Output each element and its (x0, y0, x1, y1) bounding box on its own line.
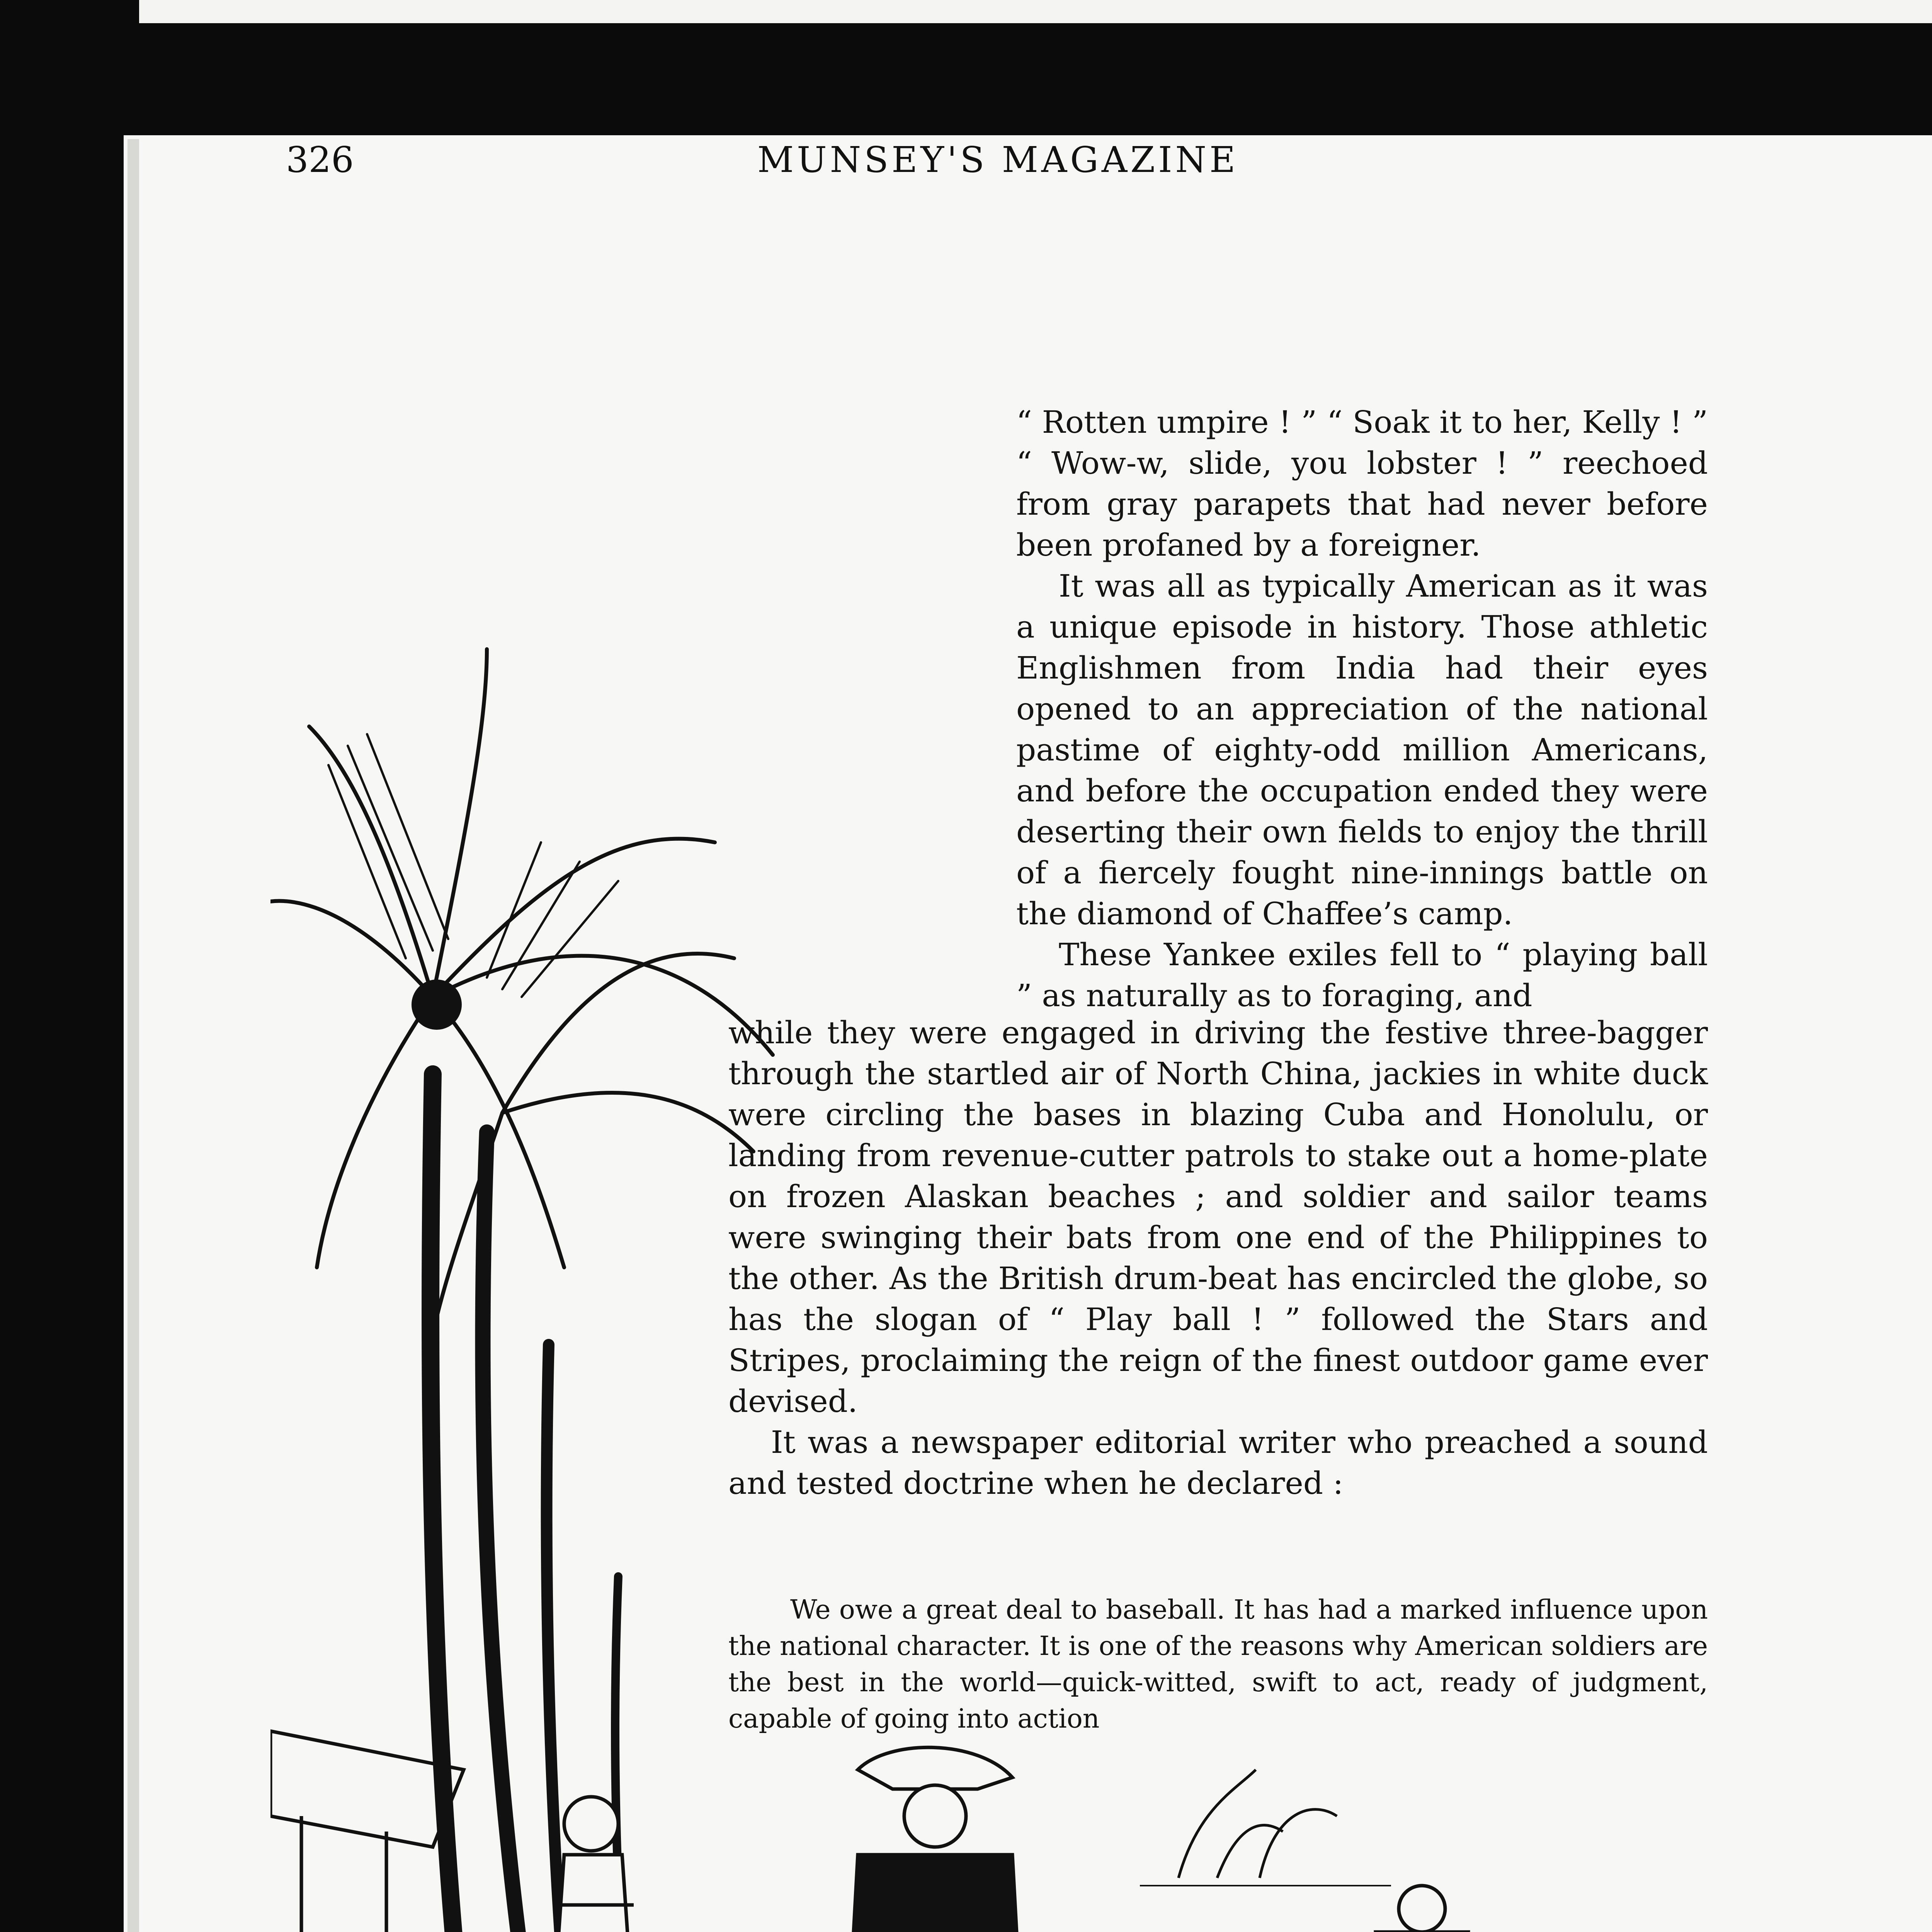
page-number: 326 (286, 139, 354, 180)
block-quote: We owe a great deal to baseball. It has had a marked influence upon the national character. It is one of the reasons why American soldiers are the best in the world—quick-witted, swift to act, ready of judgment, capable of going into action (728, 1595, 1708, 1734)
paragraph-1: “ Rotten umpire ! ” “ Soak it to her, Kelly ! ” “ Wow-w, slide, you lobster ! ” reechoed from gray parapets that had never before been profaned by a foreigner. (1016, 404, 1708, 563)
running-title: MUNSEY'S MAGAZINE (757, 139, 1239, 180)
page-binding-shadow (128, 139, 139, 1932)
article-column-wide (728, 1012, 1708, 1504)
paragraph-2: It was all as typically American as it was a unique episode in history. Those athletic Englishmen from India had their eyes opened to an appreciation of the national pastime of eighty-odd million Americans, and before the occupation ended they were deserting their own fields to enjoy the thrill of a fiercely fought nine-innings battle on the diamond of Chaffee’s camp. (1016, 568, 1708, 932)
paragraph-3-start: These Yankee exiles fell to “ playing ball ” as naturally as to foraging, and (1016, 937, 1708, 1014)
article-column-narrow (1016, 402, 1708, 1016)
batter-figure (1360, 1886, 1526, 1932)
palm-trees (270, 649, 773, 1932)
paragraph-3-continued: while they were engaged in driving the festive three-bagger through the startled air of North China, jackies in white duck were circling the bases in blazing Cuba and Honolulu, or landing from revenue-cutter patrols to stake out a home-plate on frozen Alaskan beaches ; and soldier and sailor teams were swinging their bats from one end of the Philippines to the other. As the British drum-beat has encircled the globe, so has the slogan of “ Play ball ! ” followed the Stars and Stripes, proclaiming the reign of the finest outdoor game ever devised. (728, 1015, 1708, 1419)
adjacent-page-strip (139, 0, 1932, 23)
paragraph-4: It was a newspaper editorial writer who preached a sound and tested doctrine when he declared : (728, 1424, 1708, 1501)
background-bushes (1140, 1770, 1391, 1886)
